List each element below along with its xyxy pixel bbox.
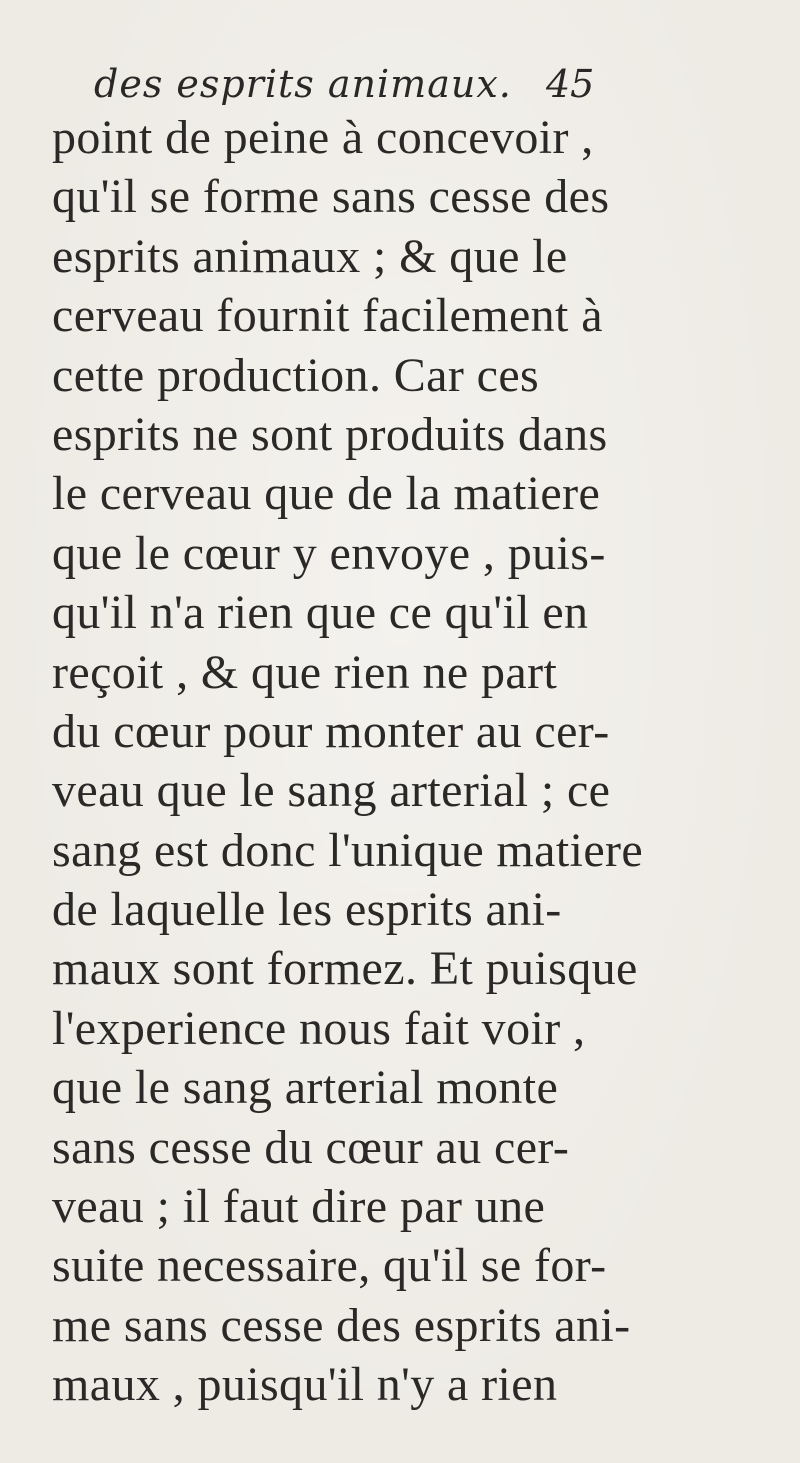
- text-line: point de peine à concevoir ,: [52, 111, 594, 164]
- text-line: suite necessaire, qu'il se for-: [52, 1239, 607, 1293]
- text-line: esprits animaux ; & que le: [52, 229, 568, 283]
- page-header: [88, 62, 788, 112]
- text-line: maux sont formez. Et puisque: [52, 942, 638, 996]
- page-number: 45: [546, 62, 595, 106]
- text-line: me sans cesse des esprits ani-: [52, 1298, 631, 1352]
- text-line: esprits ne sont produits dans: [52, 407, 608, 461]
- text-line: cette production. Car ces: [52, 348, 540, 402]
- text-line: sans cesse du cœur au cer-: [52, 1120, 570, 1174]
- text-line: l'experience nous fait voir ,: [52, 1001, 586, 1055]
- text-line: de laquelle les esprits ani-: [52, 883, 562, 937]
- text-line: que le sang arterial monte: [52, 1061, 559, 1115]
- text-line: qu'il se forme sans cesse des: [52, 170, 610, 224]
- text-line: le cerveau que de la matiere: [52, 467, 601, 521]
- text-line: maux , puisqu'il n'y a rien: [52, 1358, 558, 1412]
- text-line: cerveau fournit facilement à: [52, 289, 603, 343]
- text-line: reçoit , & que rien ne part: [52, 645, 558, 699]
- running-title: des esprits animaux.: [94, 62, 512, 106]
- text-line: que le cœur y envoye , puis-: [52, 526, 606, 580]
- text-line: du cœur pour monter au cer-: [52, 704, 610, 758]
- text-line: veau ; il faut dire par une: [52, 1180, 546, 1234]
- body-text: [52, 108, 772, 1415]
- text-line: veau que le sang arterial ; ce: [52, 764, 611, 818]
- text-line: sang est donc l'unique matiere: [52, 823, 644, 877]
- text-line: qu'il n'a rien que ce qu'il en: [52, 586, 589, 640]
